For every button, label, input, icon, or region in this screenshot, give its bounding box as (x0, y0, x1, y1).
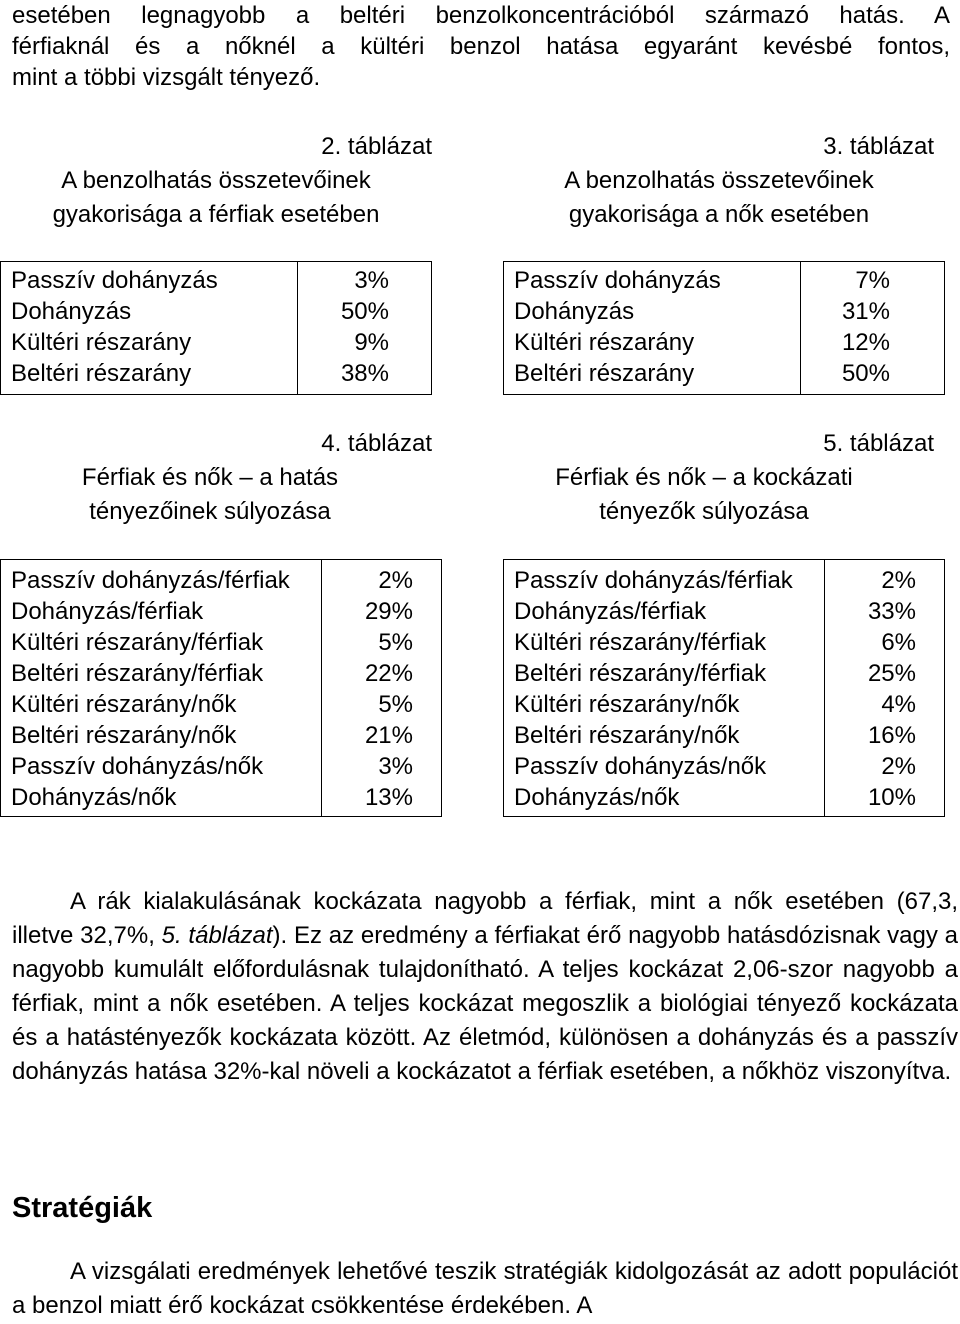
row-value: 22% (364, 660, 413, 687)
table3 (503, 261, 945, 395)
row-label: Beltéri részarány/nők (11, 722, 237, 749)
row-label: Passzív dohányzás (514, 267, 721, 294)
table2-divider (297, 262, 298, 394)
table-row (504, 358, 944, 389)
table2-title-2: gyakorisága a férfiak esetében (52, 201, 380, 228)
table4-divider (321, 560, 322, 816)
row-value: 4% (881, 691, 916, 718)
row-label: Kültéri részarány/férfiak (514, 629, 767, 656)
row-value: 13% (364, 784, 413, 811)
strategy-text: A vizsgálati eredmények lehetővé teszik stratégiák kidolgozását az adott populációt a benzol miatt érő kockázat csökkentése érdekében. A (12, 1258, 958, 1319)
row-value: 5% (378, 629, 413, 656)
table-row (504, 658, 944, 689)
table-row (1, 720, 441, 751)
row-label: Beltéri részarány/férfiak (11, 660, 264, 687)
row-value: 33% (867, 598, 916, 625)
table-row (1, 627, 441, 658)
row-value: 25% (867, 660, 916, 687)
table3-title-2: gyakorisága a nők esetében (568, 201, 870, 228)
table-row (1, 327, 431, 358)
row-value: 7% (855, 267, 890, 294)
row-value: 2% (881, 567, 916, 594)
table3-number: 3. táblázat (823, 133, 934, 160)
row-label: Beltéri részarány/férfiak (514, 660, 767, 687)
row-value: 21% (364, 722, 413, 749)
row-label: Dohányzás/nők (11, 784, 177, 811)
row-label: Dohányzás/férfiak (11, 598, 204, 625)
row-label: Kültéri részarány (11, 329, 192, 356)
row-label: Passzív dohányzás/férfiak (514, 567, 793, 594)
table5-title-1: Férfiak és nők – a kockázati (555, 464, 853, 491)
table4-title-1: Férfiak és nők – a hatás (81, 464, 339, 491)
row-label: Kültéri részarány/nők (514, 691, 740, 718)
table-row (504, 565, 944, 596)
table3-divider (800, 262, 801, 394)
table-row (504, 265, 944, 296)
table-row (1, 658, 441, 689)
row-label: Dohányzás/nők (514, 784, 680, 811)
intro-line-1: esetében legnagyobb a beltéri benzolkoncentrációból származó hatás. A (12, 2, 950, 29)
table-row (504, 689, 944, 720)
strategy-paragraph (12, 1255, 958, 1323)
table-row (1, 689, 441, 720)
row-label: Dohányzás (11, 298, 132, 325)
row-label: Kültéri részarány/nők (11, 691, 237, 718)
table-row (1, 565, 441, 596)
section-heading: Stratégiák (12, 1192, 153, 1224)
row-value: 2% (378, 567, 413, 594)
row-label: Passzív dohányzás/férfiak (11, 567, 290, 594)
table5 (503, 559, 945, 817)
intro-line-2: férfiaknál és a nőknél a kültéri benzol hatása egyaránt kevésbé fontos, (12, 33, 950, 60)
row-value: 5% (378, 691, 413, 718)
table-row (1, 751, 441, 782)
intro-paragraph (12, 0, 950, 93)
table-row (1, 265, 431, 296)
intro-line-3: mint a többi vizsgált tényező. (12, 64, 321, 91)
table4-number: 4. táblázat (321, 430, 432, 457)
row-label: Dohányzás/férfiak (514, 598, 707, 625)
table-row (504, 296, 944, 327)
row-value: 50% (841, 360, 890, 387)
row-value: 9% (354, 329, 389, 356)
row-value: 31% (841, 298, 890, 325)
table-row (1, 782, 441, 813)
row-value: 3% (378, 753, 413, 780)
table5-number: 5. táblázat (823, 430, 934, 457)
row-value: 16% (867, 722, 916, 749)
row-label: Beltéri részarány/nők (514, 722, 740, 749)
row-value: 29% (364, 598, 413, 625)
table3-title-1: A benzolhatás összetevőinek (564, 167, 874, 194)
row-label: Passzív dohányzás (11, 267, 218, 294)
row-label: Passzív dohányzás/nők (514, 753, 767, 780)
row-label: Kültéri részarány (514, 329, 695, 356)
table-row (504, 627, 944, 658)
row-label: Beltéri részarány (11, 360, 192, 387)
row-value: 38% (340, 360, 389, 387)
row-label: Beltéri részarány (514, 360, 695, 387)
table-row (1, 358, 431, 389)
table2-caption (0, 130, 432, 232)
row-value: 12% (841, 329, 890, 356)
table-row (504, 596, 944, 627)
table2 (0, 261, 432, 395)
row-label: Dohányzás (514, 298, 635, 325)
row-value: 3% (354, 267, 389, 294)
row-value: 10% (867, 784, 916, 811)
table-row (504, 751, 944, 782)
table5-divider (824, 560, 825, 816)
paragraph-text-start: A rák kialakulásának kockázata nagyobb a férfiak, mint a nők esetében (67,3, illetve 32,7%, (12, 888, 958, 949)
row-label: Kültéri részarány/férfiak (11, 629, 264, 656)
table-row (504, 782, 944, 813)
table4 (0, 559, 442, 817)
row-value: 6% (881, 629, 916, 656)
row-label: Passzív dohányzás/nők (11, 753, 264, 780)
table-row (504, 327, 944, 358)
table5-title-2: tényezők súlyozása (599, 498, 809, 525)
table-row (1, 596, 441, 627)
paragraph-text-end: ). Ez az eredmény a férfiakat érő nagyobb hatásdózisnak vagy a nagyobb kumulált előfordulásnak tulajdonítható. A teljes kockázat 2,06-szor nagyobb a férfiak, mint a nők esetében. A teljes kockázat megoszlik a biológiai tényező kockázata és a hatástényezők kockázata között. Az életmód, különösen a dohányzás és a passzív dohányzás hatása 32%-kal növeli a kockázatot a férfiak esetében, a nőkhöz viszonyítva. (12, 922, 958, 1085)
table2-title-1: A benzolhatás összetevőinek (61, 167, 371, 194)
table5-caption (504, 427, 934, 529)
table4-caption (0, 427, 432, 529)
table3-caption (504, 130, 934, 232)
table-reference: 5. táblázat (161, 922, 273, 949)
table-row (504, 720, 944, 751)
table2-number: 2. táblázat (321, 133, 432, 160)
row-value: 50% (340, 298, 389, 325)
table-row (1, 296, 431, 327)
body-paragraph (12, 885, 958, 1089)
table4-title-2: tényezőinek súlyozása (89, 498, 331, 525)
row-value: 2% (881, 753, 916, 780)
